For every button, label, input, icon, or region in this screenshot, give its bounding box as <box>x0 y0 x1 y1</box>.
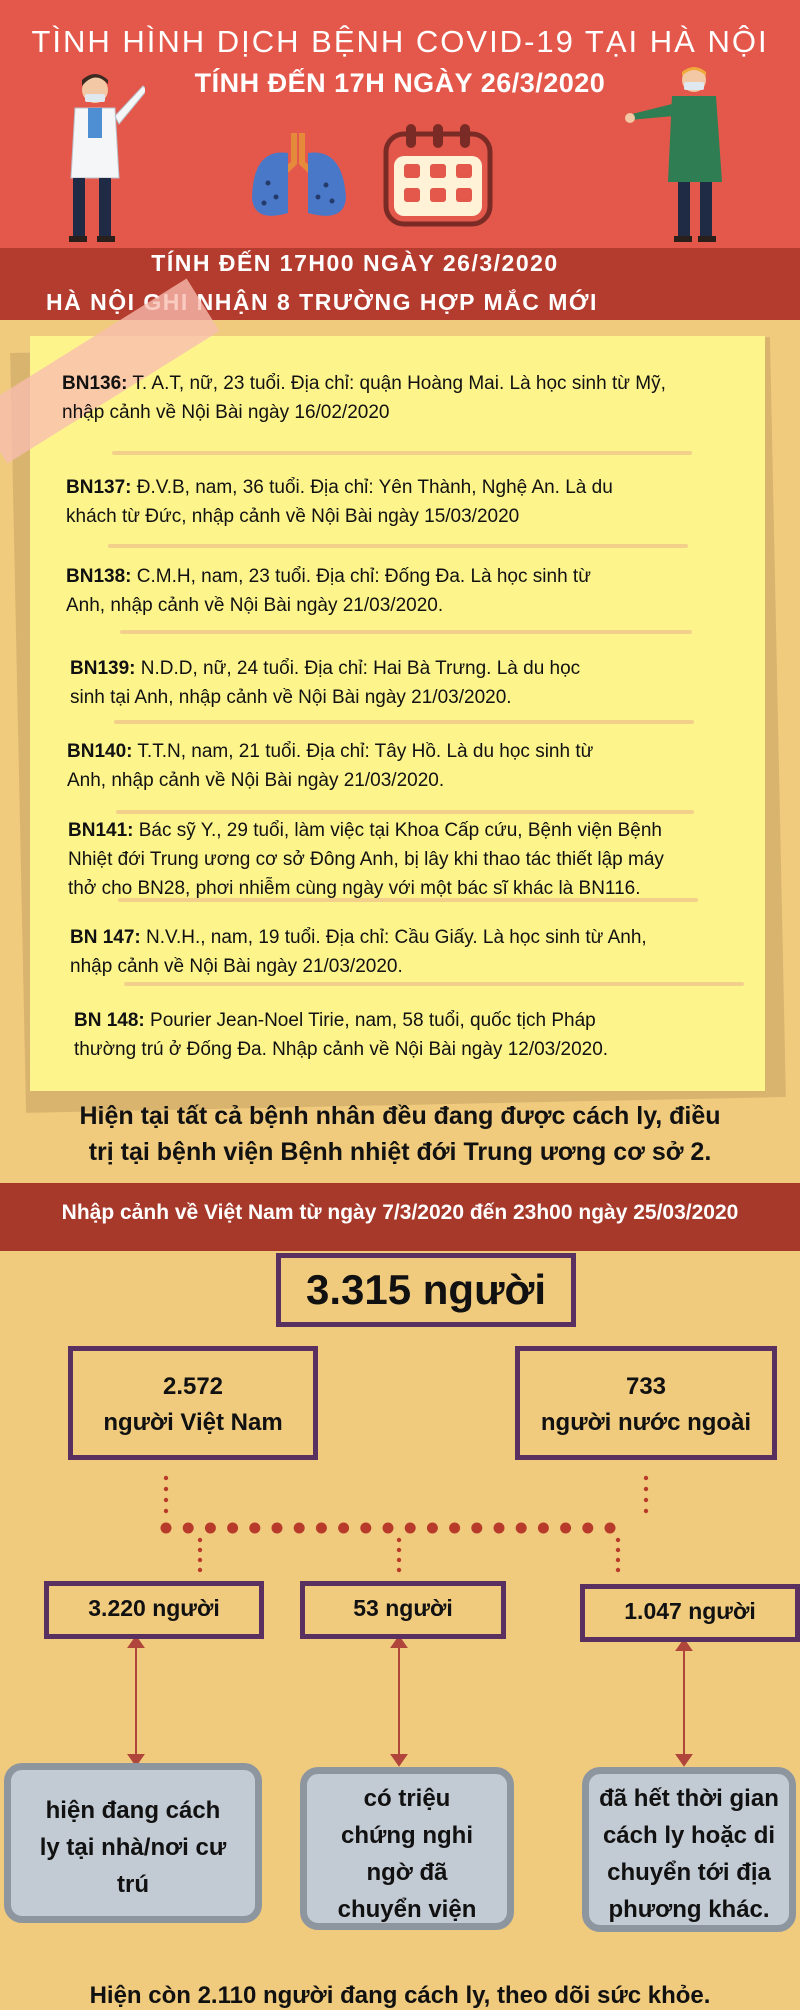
connector-dot <box>161 1523 172 1534</box>
connector-dot <box>644 1487 648 1491</box>
description-line: ly tại nhà/nơi cư <box>39 1834 227 1861</box>
note-divider <box>108 544 688 548</box>
case-id: BN136: <box>62 373 128 394</box>
case-text: thở cho BN28, phơi nhiễm cùng ngày với một bác sĩ khác là BN116. <box>68 878 641 899</box>
case-text: khách từ Đức, nhập cảnh về Nội Bài ngày 15/03/2020 <box>66 506 520 527</box>
connector-dot <box>198 1538 202 1542</box>
connector-dot <box>272 1523 283 1534</box>
note-divider <box>124 982 744 986</box>
connector-dot <box>405 1523 416 1534</box>
case-id: BN140: <box>67 741 133 762</box>
connector-dot <box>560 1523 571 1534</box>
footer-note: Hiện còn 2.110 người đang cách ly, theo dõi sức khỏe. <box>89 1982 711 2009</box>
connector-dot <box>644 1498 648 1502</box>
connector-dot <box>538 1523 549 1534</box>
vietnamese-label: người Việt Nam <box>103 1409 283 1436</box>
case-item <box>66 473 613 531</box>
connector-dot <box>616 1558 620 1562</box>
banner-date: TÍNH ĐẾN 17H00 NGÀY 26/3/2020 <box>151 250 559 276</box>
page-title: TÌNH HÌNH DỊCH BỆNH COVID-19 TẠI HÀ NỘI <box>31 24 769 59</box>
case-text: Bác sỹ Y., 29 tuổi, làm việc tại Khoa Cấp cứu, Bệnh viện Bệnh <box>133 820 662 841</box>
summary-line: Hiện tại tất cả bệnh nhân đều đang được cách ly, điều <box>79 1102 721 1130</box>
page-subtitle: TÍNH ĐẾN 17H NGÀY 26/3/2020 <box>194 68 606 98</box>
case-text: sinh tại Anh, nhập cảnh về Nội Bài ngày 21/03/2020. <box>70 687 512 708</box>
case-text: T. A.T, nữ, 23 tuổi. Địa chỉ: quận Hoàng Mai. Là học sinh từ Mỹ, <box>127 373 666 394</box>
connector-dot <box>360 1523 371 1534</box>
connector-dot <box>616 1548 620 1552</box>
connector-dot <box>249 1523 260 1534</box>
case-text: N.D.D, nữ, 24 tuổi. Địa chỉ: Hai Bà Trưng. Là du học <box>135 658 581 679</box>
connector-dot <box>397 1558 401 1562</box>
vietnamese-box <box>68 1346 318 1460</box>
connector-dot <box>198 1558 202 1562</box>
vietnamese-count: 2.572 <box>162 1373 224 1400</box>
connector-dot <box>471 1523 482 1534</box>
connector-dot <box>582 1523 593 1534</box>
note-divider <box>114 720 694 724</box>
case-id: BN141: <box>68 820 134 841</box>
foreigner-box <box>515 1346 777 1460</box>
case-text: thường trú ở Đống Đa. Nhập cảnh về Nội Bài ngày 12/03/2020. <box>74 1039 609 1060</box>
header-banner <box>0 0 800 248</box>
connector-dot <box>198 1548 202 1552</box>
case-item <box>74 1006 608 1064</box>
connector-dot <box>164 1487 168 1491</box>
description-line: chứng nghi <box>340 1822 474 1849</box>
case-item <box>67 737 593 795</box>
note-divider <box>112 451 692 455</box>
case-item <box>70 654 580 712</box>
connector-dot <box>397 1568 401 1572</box>
connector-dot <box>427 1523 438 1534</box>
description-line: cách ly hoặc di <box>602 1822 776 1849</box>
case-text: nhập cảnh về Nội Bài ngày 16/02/2020 <box>62 402 390 423</box>
case-id: BN137: <box>66 477 132 498</box>
summary-line: trị tại bệnh viện Bệnh nhiệt đới Trung ương cơ sở 2. <box>88 1138 712 1166</box>
total-entries-box: 3.315 người <box>276 1253 576 1327</box>
entry-heading: Nhập cảnh về Việt Nam từ ngày 7/3/2020 đến 23h00 ngày 25/03/2020 <box>61 1201 739 1224</box>
case-text: Đ.V.B, nam, 36 tuổi. Địa chỉ: Yên Thành, Nghệ An. Là du <box>131 477 613 498</box>
treatment-summary <box>0 1098 800 1170</box>
connector-dot <box>616 1538 620 1542</box>
connector-dot <box>397 1538 401 1542</box>
description-line: hiện đang cách <box>45 1797 221 1824</box>
breakdown-count-box: 53 người <box>300 1581 506 1639</box>
connector-dot <box>516 1523 527 1534</box>
breakdown-description <box>4 1763 262 1923</box>
breakdown-count-box: 1.047 người <box>580 1584 800 1642</box>
description-line: đã hết thời gian <box>599 1785 779 1812</box>
connector-dot <box>164 1498 168 1502</box>
connector-dot <box>183 1523 194 1534</box>
foreigner-label: người nước ngoài <box>540 1409 752 1436</box>
case-text: T.T.N, nam, 21 tuổi. Địa chỉ: Tây Hồ. Là du học sinh từ <box>132 741 594 762</box>
note-divider <box>120 630 692 634</box>
description-line: phương khác. <box>608 1896 770 1923</box>
connector-dot <box>164 1476 168 1480</box>
case-id: BN138: <box>66 566 132 587</box>
description-line: có triệu <box>363 1785 451 1812</box>
breakdown-description <box>300 1767 514 1930</box>
connector-dot <box>227 1523 238 1534</box>
case-id: BN 147: <box>70 927 141 948</box>
description-line: ngờ đã <box>366 1859 448 1886</box>
arrow-connectors <box>129 1637 691 1765</box>
connector-dot <box>205 1523 216 1534</box>
connector-dot <box>616 1568 620 1572</box>
connector-dot <box>644 1476 648 1480</box>
foreigner-count: 733 <box>625 1373 667 1400</box>
case-text: Pourier Jean-Noel Tirie, nam, 58 tuổi, quốc tịch Pháp <box>144 1010 596 1031</box>
connector-dot <box>644 1509 648 1513</box>
case-item <box>62 369 666 427</box>
connector-dot <box>294 1523 305 1534</box>
connector-dot <box>397 1548 401 1552</box>
connector-dot <box>449 1523 460 1534</box>
breakdown-count-box: 3.220 người <box>44 1581 264 1639</box>
case-item <box>66 562 591 620</box>
connector-dot <box>198 1568 202 1572</box>
connector-dot <box>605 1523 616 1534</box>
case-text: N.V.H., nam, 19 tuổi. Địa chỉ: Cầu Giấy. Là học sinh từ Anh, <box>140 927 647 948</box>
case-text: Nhiệt đới Trung ương cơ sở Đông Anh, bị lây khi thao tác thiết lập máy <box>68 849 664 870</box>
connector-dot <box>164 1509 168 1513</box>
connector-dot <box>316 1523 327 1534</box>
case-text: nhập cảnh về Nội Bài ngày 21/03/2020. <box>70 956 403 977</box>
description-line: chuyển viện <box>337 1896 477 1923</box>
breakdown-description <box>582 1767 796 1932</box>
description-line: trú <box>117 1871 149 1898</box>
banner-headline: HÀ NỘI GHI NHẬN 8 TRƯỜNG HỢP MẮC MỚI <box>46 289 598 315</box>
dotted-connector <box>161 1476 649 1572</box>
case-text: Anh, nhập cảnh về Nội Bài ngày 21/03/2020. <box>67 770 445 791</box>
calendar-icon <box>380 120 496 230</box>
case-item <box>70 923 647 981</box>
case-id: BN139: <box>70 658 136 679</box>
case-text: C.M.H, nam, 23 tuổi. Địa chỉ: Đống Đa. Là học sinh từ <box>131 566 591 587</box>
connector-dot <box>494 1523 505 1534</box>
lungs-icon <box>248 123 350 227</box>
note-divider <box>116 810 694 814</box>
connector-dot <box>338 1523 349 1534</box>
description-line: chuyển tới địa <box>607 1859 771 1886</box>
case-item <box>68 816 664 903</box>
case-id: BN 148: <box>74 1010 145 1031</box>
case-text: Anh, nhập cảnh về Nội Bài ngày 21/03/2020. <box>66 595 444 616</box>
connector-dot <box>383 1523 394 1534</box>
